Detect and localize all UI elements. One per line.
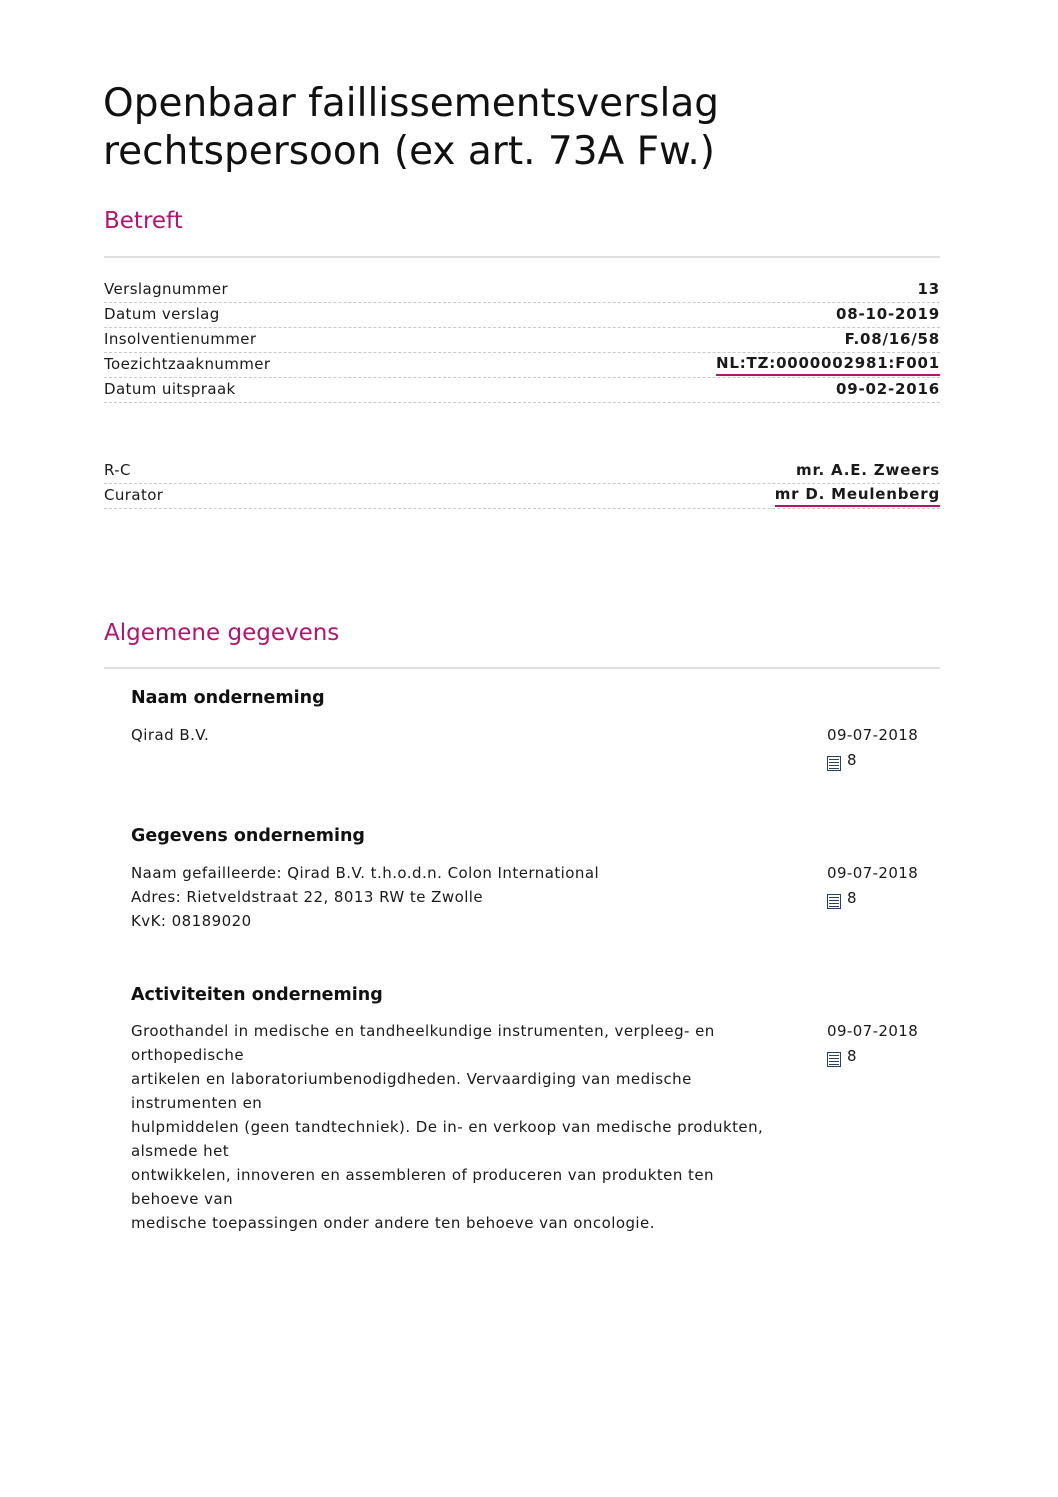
document-reference[interactable] <box>827 1044 918 1068</box>
field-value: F.08/16/58 <box>844 330 940 348</box>
row-curator <box>104 484 940 509</box>
text-line: Qirad B.V. <box>131 726 210 744</box>
curator-link[interactable]: mr D. Meulenberg <box>775 484 940 507</box>
block-meta <box>827 723 918 772</box>
text-line: hulpmiddelen (geen tandtechniek). De in- en verkoop van medische produkten, <box>131 1118 764 1136</box>
text-line: orthopedische <box>131 1046 244 1064</box>
text-line: artikelen en laboratoriumbenodigdheden. Vervaardiging van medische <box>131 1070 692 1088</box>
text-line: KvK: 08189020 <box>131 912 252 930</box>
row-toezichtzaaknummer <box>104 353 940 378</box>
field-value: 09-02-2016 <box>836 380 940 398</box>
text-line: Naam gefailleerde: Qirad B.V. t.h.o.d.n. Colon International <box>131 864 600 882</box>
section-divider <box>104 256 940 258</box>
document-ref-number: 8 <box>847 1047 857 1065</box>
block-date: 09-07-2018 <box>827 726 919 744</box>
document-icon <box>827 756 841 771</box>
page-title: Openbaar faillissementsverslag rechtspersoon (ex art. 73A Fw.) <box>103 81 719 174</box>
text-line: alsmede het <box>131 1142 230 1160</box>
document-reference[interactable] <box>827 748 918 772</box>
block-text <box>131 1019 801 1235</box>
text-line: medische toepassingen onder andere ten behoeve van oncologie. <box>131 1214 655 1232</box>
subheading-naam-onderneming: Naam onderneming <box>131 688 325 708</box>
document-icon <box>827 1052 841 1067</box>
section-heading-algemene-gegevens: Algemene gegevens <box>104 620 340 646</box>
row-datum-verslag <box>104 303 940 328</box>
document-reference[interactable] <box>827 886 918 910</box>
text-line: Groothandel in medische en tandheelkundige instrumenten, verpleeg- en <box>131 1022 715 1040</box>
section-divider <box>104 667 940 669</box>
block-text <box>131 861 801 933</box>
row-verslagnummer <box>104 278 940 303</box>
field-label: R-C <box>104 461 131 479</box>
block-meta <box>827 1019 918 1068</box>
toezichtzaaknummer-link[interactable]: NL:TZ:0000002981:F001 <box>716 353 940 376</box>
document-ref-number: 8 <box>847 751 857 769</box>
text-line: ontwikkelen, innoveren en assembleren of produceren van produkten ten <box>131 1166 714 1184</box>
field-value: mr. A.E. Zweers <box>796 461 940 479</box>
subheading-activiteiten-onderneming: Activiteiten onderneming <box>131 985 383 1005</box>
document-icon <box>827 894 841 909</box>
row-rc <box>104 459 940 484</box>
text-line: Adres: Rietveldstraat 22, 8013 RW te Zwolle <box>131 888 484 906</box>
field-label: Curator <box>104 486 164 504</box>
row-datum-uitspraak <box>104 378 940 403</box>
document-ref-number: 8 <box>847 889 857 907</box>
subheading-gegevens-onderneming: Gegevens onderneming <box>131 826 365 846</box>
text-line: behoeve van <box>131 1190 234 1208</box>
section-heading-betreft: Betreft <box>104 208 183 234</box>
field-label: Datum verslag <box>104 305 220 323</box>
block-date: 09-07-2018 <box>827 864 919 882</box>
betreft-table <box>104 278 940 403</box>
block-date: 09-07-2018 <box>827 1022 919 1040</box>
field-label: Verslagnummer <box>104 280 229 298</box>
block-meta <box>827 861 918 910</box>
field-value: 08-10-2019 <box>836 305 940 323</box>
field-label: Datum uitspraak <box>104 380 236 398</box>
row-insolventienummer <box>104 328 940 353</box>
persons-table <box>104 459 940 509</box>
field-label: Insolventienummer <box>104 330 257 348</box>
field-label: Toezichtzaaknummer <box>104 355 271 373</box>
text-line: instrumenten en <box>131 1094 263 1112</box>
block-text <box>131 723 801 747</box>
field-value: 13 <box>917 280 940 298</box>
